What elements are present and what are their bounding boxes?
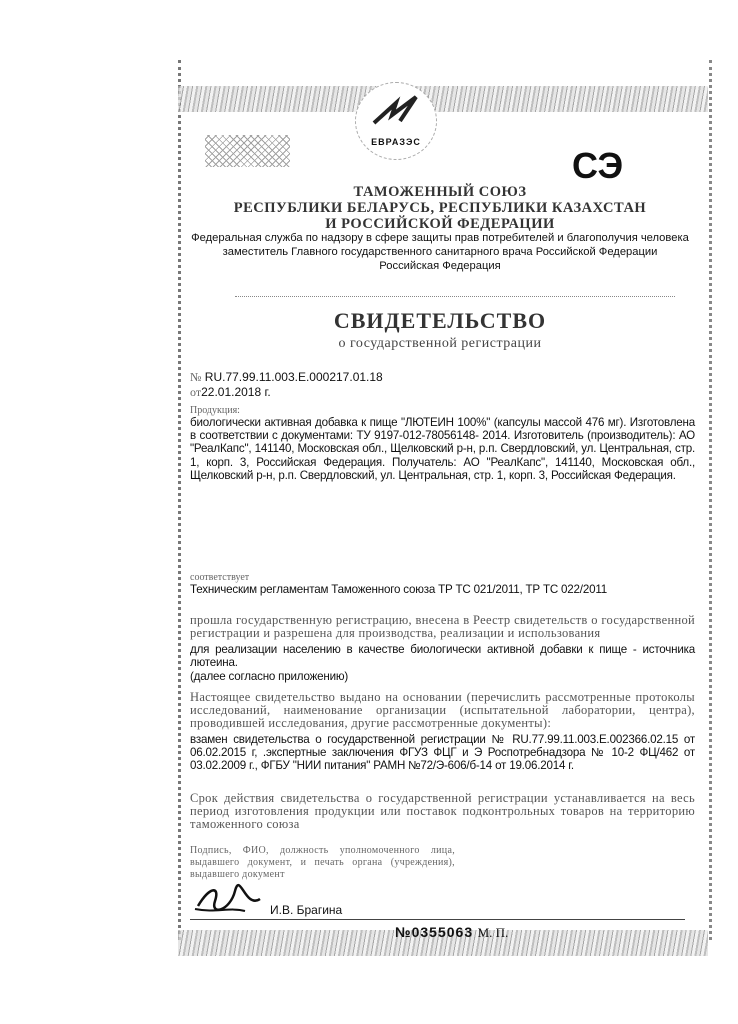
divider — [235, 296, 675, 297]
date-label: от — [190, 385, 202, 399]
signatory-name: И.В. Брагина — [270, 903, 343, 918]
eurasec-emblem — [355, 82, 437, 160]
union-line-3: И РОССИЙСКОЙ ФЕДЕРАЦИИ — [325, 216, 555, 232]
signature-row — [190, 845, 695, 920]
usage-text: для реализации населению в качестве биологически активной добавки к пище - источника лютеина. — [190, 643, 695, 670]
registered-text: прошла государственную регистрацию, внесена в Реестр свидетельств о государственной регистрации и разрешена для производства, реализации и использования — [190, 613, 695, 641]
decorative-band-top — [178, 86, 708, 112]
usage-note: (далее согласно приложению) — [190, 669, 349, 683]
union-line-1: ТАМОЖЕННЫЙ СОЮЗ — [353, 184, 527, 200]
bird-icon — [366, 91, 426, 131]
document-subtitle: о государственной регистрации — [338, 336, 542, 351]
form-row — [190, 924, 695, 942]
agency: Федеральная служба по надзору в сфере защиты прав потребителей и благополучия человека — [191, 232, 689, 244]
signature-block — [190, 881, 685, 920]
validity-text: Срок действия свидетельства о государственной регистрации устанавливается на весь период изготовления продукции или поставок подконтрольных товаров на территорию таможенного союза — [190, 791, 695, 832]
product-label: Продукция: — [190, 405, 240, 416]
ornament-pattern — [205, 135, 290, 167]
official: заместитель Главного государственного санитарного врача Российской Федерации — [222, 246, 658, 258]
basis-label: Настоящее свидетельство выдано на основании (перечислить рассмотренные протоколы исследований, наименование организации (испытательной лаборатории, центра), проводившей исследования, другие рассмотренные документы): — [190, 689, 695, 730]
seal-label: М. П. — [477, 925, 509, 941]
form-number: №0355063 — [395, 924, 474, 941]
number-value: RU.77.99.11.003.Е.000217.01.18 — [204, 370, 383, 384]
conforms-label: соответствует — [190, 572, 250, 584]
signature — [190, 881, 270, 917]
signature-label: Подпись, ФИО, должность уполномоченного лица, выдавшего документ, и печать органа (учреждения), выдавшего документ — [190, 845, 455, 881]
union-line-2: РЕСПУБЛИКИ БЕЛАРУСЬ, РЕСПУБЛИКИ КАЗАХСТАН — [233, 200, 647, 216]
document-title: СВИДЕТЕЛЬСТВО — [333, 308, 547, 333]
date-value: 22.01.2018 г. — [201, 385, 271, 399]
registration-date — [190, 385, 575, 400]
certificate-body — [190, 370, 695, 942]
country: Российская Федерация — [379, 260, 501, 272]
conformity-mark: СЭ — [572, 145, 624, 186]
emblem-text: ЕВРАЗЭС — [371, 137, 421, 147]
number-label: № — [190, 370, 202, 384]
basis-text: взамен свидетельства о государственной регистрации № RU.77.99.11.003.Е.002366.02.15 от 06.02.2015 г, .экспертные заключения ФГУЗ ФЦГ и Э Роспотребнадзора № 10-2 ФЦ/462 от 03.02.2009 г., ФГБУ "НИИ питания" РАМН №72/Э-606/б-14 от 19.06.2014 г. — [190, 732, 695, 773]
product-text: биологически активная добавка к пище "ЛЮТЕИН 100%" (капсулы массой 476 мг). Изготовлена в соответствии с документами: ТУ 9197-012-78056148- 2014. Изготовитель (производитель): АО "РеалКапс", 141140, Московская обл., Щелковский р-н, р.п. Свердловский, ул. Центральная, стр. 1, корп. 3, Российская Федерация. Получатель: АО "РеалКапс", 141140, Московская обл., Щелковский р-н, р.п. Свердловский, ул. Центральная, стр. 1, корп. 3, Российская Федерация. — [190, 416, 695, 482]
number-date-row — [190, 370, 695, 400]
registration-number — [190, 370, 695, 385]
conforms-text: Техническим регламентам Таможенного союза ТР ТС 021/2011, ТР ТС 022/2011 — [190, 583, 607, 597]
